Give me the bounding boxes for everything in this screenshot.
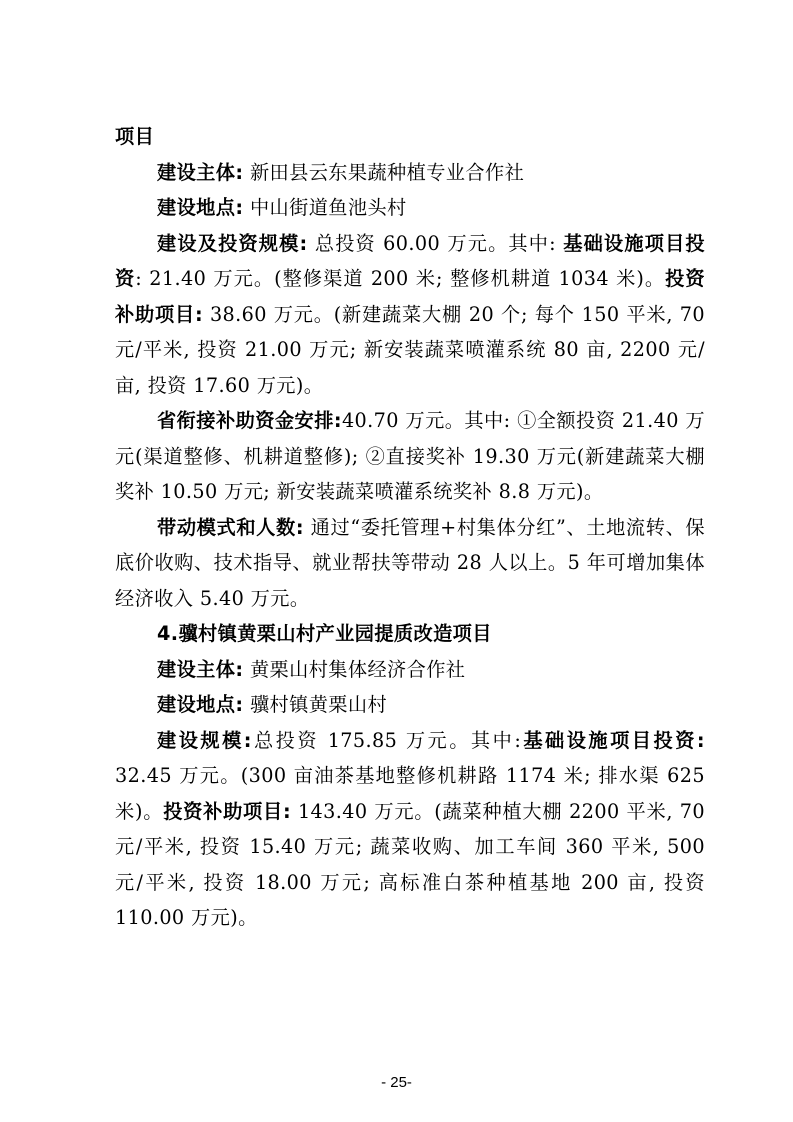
- construction-location-label: 建设地点:: [157, 196, 244, 219]
- construction-location-label-2: 建设地点:: [157, 693, 244, 716]
- provincial-funds-text: 40.70 万元。其中: ①全额投资 21.40 万元(渠道整修、机耕道整修); ②直接奖补 19.30 万元(新建蔬菜大棚奖补 10.50 万元; 新安装蔬菜喷灌系统奖补 8.8 万元)。: [115, 409, 705, 503]
- construction-subject-value-2: 黄栗山村集体经济合作社: [249, 657, 466, 681]
- driving-mode-text: 通过“委托管理+村集体分红”、土地流转、保底价收购、技术指导、就业帮扶等带动 28 人以上。5 年可增加集体经济收入 5.40 万元。: [115, 515, 706, 610]
- construction-subject-paragraph: [115, 155, 705, 191]
- provincial-funds-paragraph: [115, 403, 705, 510]
- page-number: - 25-: [381, 1074, 412, 1091]
- construction-location-value-2: 骥村镇黄栗山村: [249, 693, 388, 716]
- project-title-continuation: [115, 119, 705, 155]
- investment-scale-paragraph: [115, 226, 705, 404]
- construction-location-paragraph-2: [115, 687, 705, 723]
- driving-mode-paragraph: [115, 510, 705, 617]
- subsidy-project-label-2: 投资补助项目:: [163, 799, 292, 823]
- provincial-funds-label: 省衔接补助资金安排:: [157, 409, 342, 432]
- infrastructure-investment-label-2: 基础设施项目投资:: [521, 728, 705, 752]
- subsidy-project-label: 投资补助项目:: [115, 267, 705, 326]
- subsidy-project-text: 38.60 万元。(新建蔬菜大棚 20 个; 每个 150 平米, 70 元/平米, 投资 21.00 万元; 新安装蔬菜喷灌系统 80 亩, 2200 元/亩, 投资 17.60 万元)。: [115, 302, 705, 397]
- construction-location-value: 中山街道鱼池头村: [249, 196, 407, 219]
- construction-scale-paragraph-2: [115, 723, 705, 936]
- construction-scale-label-2: 建设规模:: [157, 728, 252, 752]
- infrastructure-investment-text-2: 32.45 万元。(300 亩油茶基地整修机耕路 1174 米; 排水渠 625 米)。: [115, 764, 705, 823]
- construction-subject-label-2: 建设主体:: [157, 657, 244, 681]
- construction-location-paragraph: [115, 190, 705, 226]
- infrastructure-investment-label: 基础设施项目投资: [115, 231, 706, 290]
- investment-scale-label: 建设及投资规模:: [157, 231, 308, 255]
- construction-subject-label: 建设主体:: [157, 160, 244, 184]
- construction-subject-value: 新田县云东果蔬种植专业合作社: [249, 160, 525, 184]
- construction-scale-text-2: 总投资 175.85 万元。其中:: [251, 728, 522, 752]
- infrastructure-investment-text: : 21.40 万元。(整修渠道 200 米; 整修机耕道 1034 米)。: [135, 267, 666, 290]
- construction-subject-paragraph-2: [115, 652, 705, 688]
- section-heading: 4.骥村镇黄栗山村产业园提质改造项目: [157, 622, 492, 645]
- project-title-tail: 项目: [115, 125, 155, 148]
- investment-scale-text: 总投资 60.00 万元。其中:: [314, 231, 557, 255]
- subsidy-project-text-2: 143.40 万元。(蔬菜种植大棚 2200 平米, 70 元/平米, 投资 15.40 万元; 蔬菜收购、加工车间 360 平米, 500 元/平米, 投资 18.00 万元; 高标准白茶种植基地 200 亩, 投资 110.00 万元)。: [115, 799, 706, 929]
- driving-mode-label: 带动模式和人数:: [157, 515, 304, 539]
- section-heading-paragraph: [115, 616, 705, 652]
- document-body: [115, 119, 705, 936]
